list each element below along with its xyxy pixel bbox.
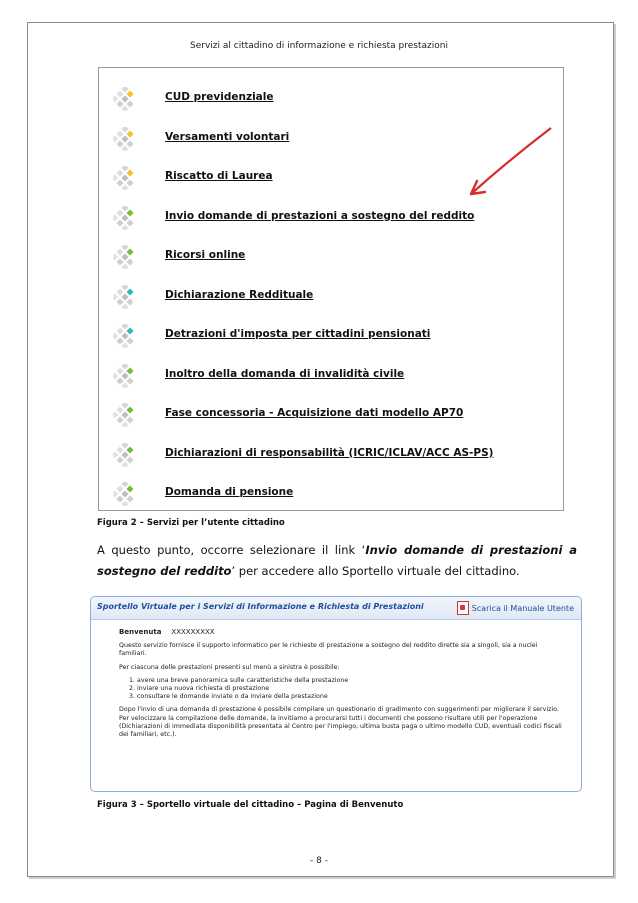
service-link[interactable]: Ricorsi online	[165, 249, 246, 261]
paragraph-text-after: ’ per accedere allo Sportello virtuale del cittadino.	[231, 564, 520, 578]
list-item: 2. inviare una nuova richiesta di prestazione	[137, 685, 565, 693]
service-item[interactable]	[113, 440, 553, 470]
services-figure	[98, 67, 564, 511]
figure-3-caption: Figura 3 – Sportello virtuale del cittadino – Pagina di Benvenuto	[97, 800, 404, 810]
service-link[interactable]: Versamenti volontari	[165, 130, 290, 143]
service-item[interactable]	[113, 203, 553, 233]
user-name: XXXXXXXXX	[171, 628, 215, 636]
options-list	[137, 677, 565, 702]
service-link[interactable]: Detrazioni d'imposta per cittadini pensionati	[165, 328, 431, 340]
service-link[interactable]: Dichiarazioni di responsabilità (ICRIC/ICLAV/ACC AS-PS)	[165, 446, 494, 459]
download-manual-label: Scarica il Manuale Utente	[471, 603, 574, 613]
service-item[interactable]	[113, 479, 553, 509]
virtual-desk-screenshot	[90, 596, 582, 792]
diamond-grid-icon	[113, 364, 137, 388]
list-item: 1. avere una breve panoramica sulle caratteristiche della prestazione	[137, 677, 565, 685]
virtual-desk-title: Sportello Virtuale per i Servizi di Informazione e Richiesta di Prestazioni	[97, 602, 424, 611]
diamond-grid-icon	[113, 127, 137, 151]
service-item[interactable]	[113, 361, 553, 391]
intro-text: Questo servizio fornisce il supporto informatico per le richieste di prestazione a sostegno del reddito dirette sia a singoli, sia a nuclei familiari.	[119, 642, 538, 658]
diamond-grid-icon	[113, 285, 137, 309]
service-link[interactable]: Domanda di pensione	[165, 486, 294, 498]
diamond-grid-icon	[113, 443, 137, 467]
service-link[interactable]: Dichiarazione Reddituale	[165, 288, 314, 301]
virtual-desk-body	[91, 620, 581, 739]
running-header: Servizi al cittadino di informazione e richiesta prestazioni	[190, 41, 448, 51]
list-intro-text: Per ciascuna delle prestazioni presenti sul menù a sinistra è possibile:	[119, 663, 340, 671]
service-item[interactable]	[113, 400, 553, 430]
diamond-grid-icon	[113, 87, 137, 111]
paragraph-text-before: A questo punto, occorre selezionare il link ‘	[97, 543, 366, 557]
welcome-label: Benvenuta	[119, 628, 162, 636]
service-item[interactable]	[113, 84, 553, 114]
service-link[interactable]: Invio domande di prestazioni a sostegno del reddito	[165, 209, 475, 222]
instruction-paragraph	[97, 540, 577, 582]
page-number: - 8 -	[310, 856, 328, 866]
paragraph-link-name: Invio domande di prestazioni a sostegno del reddito	[97, 543, 577, 578]
diamond-grid-icon	[113, 206, 137, 230]
welcome-line	[119, 628, 565, 636]
service-link[interactable]: CUD previdenziale	[165, 91, 274, 103]
service-link[interactable]: Riscatto di Laurea	[165, 170, 273, 182]
service-link[interactable]: Inoltro della domanda di invalidità civile	[165, 367, 405, 380]
outro-text-1: Dopo l'invio di una domanda di prestazione è possibile compilare un questionario di gradimento con suggerimenti per migliorare il servizio.	[119, 706, 559, 714]
service-item[interactable]	[113, 282, 553, 312]
diamond-grid-icon	[113, 245, 137, 269]
diamond-grid-icon	[113, 166, 137, 190]
download-manual-link[interactable]	[457, 601, 574, 615]
red-arrow-icon	[469, 124, 629, 204]
diamond-grid-icon	[113, 324, 137, 348]
outro-text-2: Per velocizzare la compilazione delle domande, la invitiamo a procurarsi tutti i documenti che possono risultare utili per l'operazione (Dichiarazioni di immediata disponibilità presentata al Centro per l'impiego, ultima busta paga o ultimo modello CUD, eventuali codici fiscali dei familiari, etc.).	[119, 714, 562, 739]
list-item: 3. consultare le domande inviate o da inviare della prestazione	[137, 693, 565, 701]
diamond-grid-icon	[113, 482, 137, 506]
figure-2-caption: Figura 2 – Servizi per l’utente cittadino	[97, 518, 285, 528]
diamond-grid-icon	[113, 403, 137, 427]
service-item[interactable]	[113, 242, 553, 272]
virtual-desk-header	[91, 597, 581, 620]
service-link[interactable]: Fase concessoria - Acquisizione dati modello AP70	[165, 407, 464, 419]
service-item[interactable]	[113, 321, 553, 351]
pdf-icon	[457, 601, 469, 615]
